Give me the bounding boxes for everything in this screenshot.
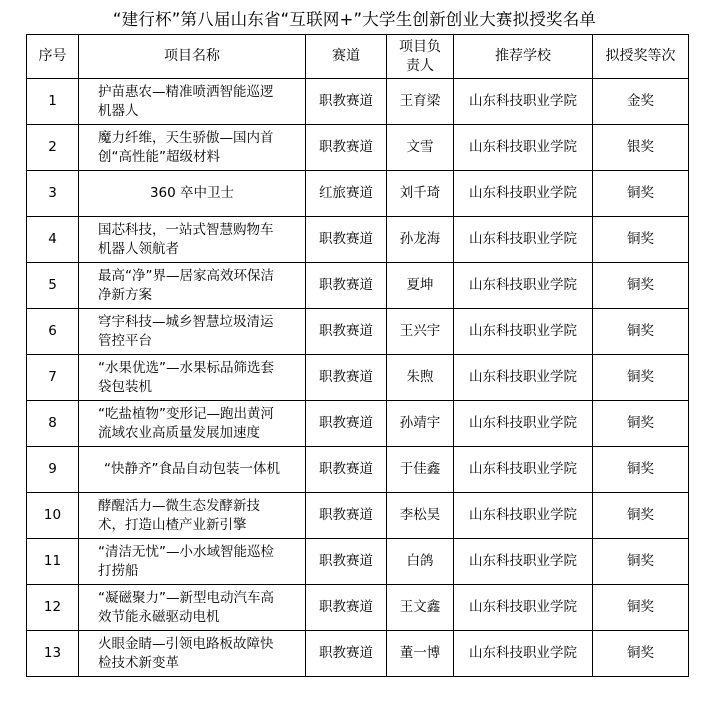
- cell-leader: 刘千琦: [387, 171, 454, 217]
- cell-name-text: “吃盐植物”变形记—跑出黄河流域农业高质量发展加速度: [98, 405, 274, 441]
- award-list-table: [26, 34, 689, 677]
- cell-name-text: “清洁无忧”—小水域智能巡检打捞船: [98, 543, 274, 579]
- cell-leader: 王育梁: [387, 79, 454, 125]
- cell-leader: 朱煦: [387, 355, 454, 401]
- table-body: [27, 79, 689, 677]
- cell-leader: 王文鑫: [387, 585, 454, 631]
- cell-name: [79, 355, 306, 401]
- cell-school: 山东科技职业学院: [454, 309, 593, 355]
- cell-name-text: “水果优选”—水果标品筛选套袋包装机: [98, 359, 274, 395]
- cell-track: 职教赛道: [306, 447, 387, 493]
- cell-name: [79, 79, 306, 125]
- cell-school: 山东科技职业学院: [454, 447, 593, 493]
- cell-name: [79, 217, 306, 263]
- cell-leader: 孙龙海: [387, 217, 454, 263]
- cell-name-text: 最高“净”界—居家高效环保洁净新方案: [98, 267, 274, 303]
- header-name: 项目名称: [79, 35, 306, 79]
- cell-name: [79, 263, 306, 309]
- cell-name: [79, 631, 306, 677]
- table-row: [27, 125, 689, 171]
- cell-name: [79, 171, 306, 217]
- cell-name: [79, 401, 306, 447]
- cell-leader: 白鸽: [387, 539, 454, 585]
- cell-award: 铜奖: [593, 631, 689, 677]
- cell-name-text: 魔力纤维，天生骄傲—国内首创“高性能”超级材料: [98, 129, 274, 165]
- cell-leader: 王兴宇: [387, 309, 454, 355]
- cell-school: 山东科技职业学院: [454, 585, 593, 631]
- cell-award: 铜奖: [593, 217, 689, 263]
- header-no: 序号: [27, 35, 79, 79]
- cell-school: 山东科技职业学院: [454, 539, 593, 585]
- cell-name-text: 护苗惠农—精准喷洒智能巡逻机器人: [98, 83, 274, 119]
- cell-no: 6: [27, 309, 79, 355]
- cell-school: 山东科技职业学院: [454, 401, 593, 447]
- header-award: 拟授奖等次: [593, 35, 689, 79]
- cell-award: 金奖: [593, 79, 689, 125]
- table-row: [27, 493, 689, 539]
- table-row: [27, 79, 689, 125]
- cell-no: 13: [27, 631, 79, 677]
- table-row: [27, 631, 689, 677]
- cell-leader: 李松昊: [387, 493, 454, 539]
- cell-no: 7: [27, 355, 79, 401]
- cell-award: 铜奖: [593, 263, 689, 309]
- cell-name-text: “凝磁聚力”—新型电动汽车高效节能永磁驱动电机: [98, 589, 274, 625]
- cell-leader: 文雪: [387, 125, 454, 171]
- cell-school: 山东科技职业学院: [454, 631, 593, 677]
- table-row: [27, 263, 689, 309]
- cell-no: 12: [27, 585, 79, 631]
- table-row: [27, 171, 689, 217]
- table-row: [27, 217, 689, 263]
- cell-award: 铜奖: [593, 447, 689, 493]
- cell-award: 铜奖: [593, 539, 689, 585]
- cell-name: [79, 309, 306, 355]
- cell-track: 职教赛道: [306, 493, 387, 539]
- cell-name: [79, 125, 306, 171]
- cell-track: 职教赛道: [306, 631, 387, 677]
- cell-name-text: 国芯科技，一站式智慧购物车机器人领航者: [98, 221, 274, 257]
- cell-track: 职教赛道: [306, 585, 387, 631]
- header-school: 推荐学校: [454, 35, 593, 79]
- cell-award: 铜奖: [593, 401, 689, 447]
- document-title: “建行杯”第八届山东省“互联网+”大学生创新创业大赛拟授奖名单: [112, 10, 597, 29]
- header-leader: [387, 35, 454, 79]
- cell-track: 职教赛道: [306, 263, 387, 309]
- cell-leader: 夏坤: [387, 263, 454, 309]
- cell-track: 职教赛道: [306, 217, 387, 263]
- cell-school: 山东科技职业学院: [454, 355, 593, 401]
- cell-award: 铜奖: [593, 355, 689, 401]
- cell-name: [79, 493, 306, 539]
- table-row: [27, 585, 689, 631]
- cell-no: 1: [27, 79, 79, 125]
- cell-name-text: 360 卒中卫士: [149, 185, 235, 201]
- cell-no: 10: [27, 493, 79, 539]
- cell-school: 山东科技职业学院: [454, 79, 593, 125]
- cell-track: 职教赛道: [306, 355, 387, 401]
- table-header-row: [27, 35, 689, 79]
- table-row: [27, 401, 689, 447]
- cell-track: 职教赛道: [306, 401, 387, 447]
- cell-name-text: 酵醒活力—微生态发酵新技术，打造山楂产业新引擎: [98, 497, 260, 533]
- cell-no: 9: [27, 447, 79, 493]
- cell-no: 3: [27, 171, 79, 217]
- cell-no: 2: [27, 125, 79, 171]
- cell-school: 山东科技职业学院: [454, 125, 593, 171]
- cell-track: 职教赛道: [306, 79, 387, 125]
- cell-no: 5: [27, 263, 79, 309]
- cell-track: 职教赛道: [306, 539, 387, 585]
- cell-school: 山东科技职业学院: [454, 493, 593, 539]
- cell-name: [79, 447, 306, 493]
- cell-track: 红旅赛道: [306, 171, 387, 217]
- cell-leader: 董一博: [387, 631, 454, 677]
- cell-school: 山东科技职业学院: [454, 263, 593, 309]
- cell-award: 铜奖: [593, 309, 689, 355]
- header-track: 赛道: [306, 35, 387, 79]
- cell-name-text: “快静齐”食品自动包装一体机: [104, 461, 280, 477]
- cell-school: 山东科技职业学院: [454, 171, 593, 217]
- table-row: [27, 539, 689, 585]
- cell-award: 铜奖: [593, 171, 689, 217]
- cell-track: 职教赛道: [306, 125, 387, 171]
- cell-name-text: 火眼金睛—引领电路板故障快检技术新变革: [98, 635, 274, 671]
- cell-award: 银奖: [593, 125, 689, 171]
- cell-name: [79, 585, 306, 631]
- cell-leader: 孙靖宇: [387, 401, 454, 447]
- cell-leader: 于佳鑫: [387, 447, 454, 493]
- cell-school: 山东科技职业学院: [454, 217, 593, 263]
- cell-award: 铜奖: [593, 585, 689, 631]
- table-row: [27, 355, 689, 401]
- cell-name-text: 穹宇科技—城乡智慧垃圾清运管控平台: [98, 313, 274, 349]
- cell-award: 铜奖: [593, 493, 689, 539]
- cell-no: 4: [27, 217, 79, 263]
- cell-name: [79, 539, 306, 585]
- cell-track: 职教赛道: [306, 309, 387, 355]
- table-row: [27, 447, 689, 493]
- cell-no: 11: [27, 539, 79, 585]
- header-leader-label: 项目负责人: [399, 38, 441, 74]
- cell-no: 8: [27, 401, 79, 447]
- table-row: [27, 309, 689, 355]
